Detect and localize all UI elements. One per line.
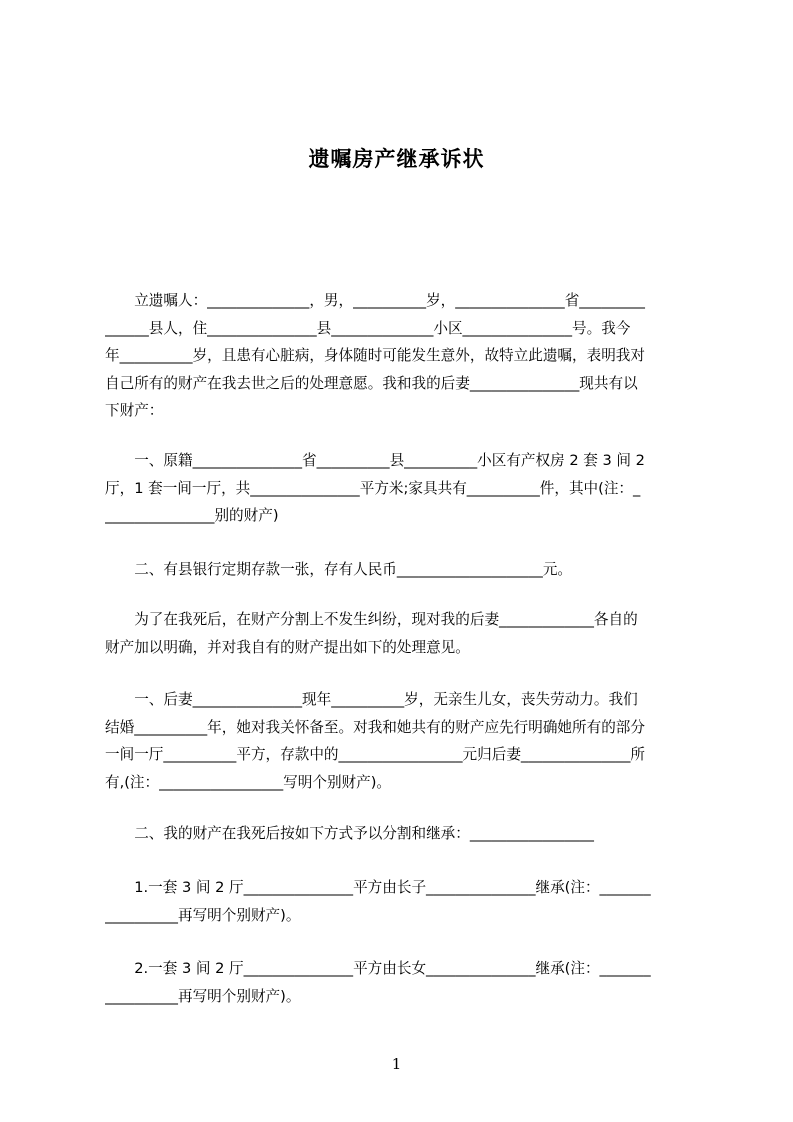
- paragraph-inheritance-item-2: [105, 955, 705, 1010]
- text-line: __________再写明个别财产)。: [105, 906, 301, 924]
- text-line: 一间一厅__________平方，存款中的_________________元归后妻_______________所: [105, 746, 645, 763]
- text-line: 为了在我死后，在财产分割上不发生纠纷，现对我的后妻_____________各自的: [105, 611, 638, 628]
- text-line: 结婚__________年，她对我关怀备至。对我和她共有的财产应先行明确她所有的部分: [105, 718, 645, 736]
- text-line: 年__________岁，且患有心脏病，身体随时可能发生意外，故特立此遗嘱，表明我对: [105, 347, 645, 364]
- paragraph-inheritance-item-1: [105, 874, 705, 929]
- text-line: 有,(注：_________________写明个别财产)。: [105, 773, 392, 791]
- paragraph-inheritance-intro: [105, 820, 705, 848]
- text-line: 一、后妻_______________现年__________岁，无亲生儿女，丧失劳动力。我们: [105, 691, 638, 708]
- page-number: 1: [391, 1055, 402, 1073]
- text-line: _______________别的财产): [105, 507, 279, 524]
- text-line: 财产加以明确，并对我自有的财产提出如下的处理意见。: [105, 638, 470, 656]
- text-line: ______县人，住_______________县______________小区_______________号。我今: [105, 319, 631, 337]
- paragraph-wife-share: [105, 686, 705, 796]
- paragraph-testator-info: [105, 287, 705, 425]
- paragraph-property-2: [105, 556, 705, 584]
- paragraph-purpose: [105, 606, 705, 661]
- document-title: 遗嘱房产继承诉状: [308, 146, 485, 171]
- text-line: 2.一套 3 间 2 厅_______________平方由长女_______________继承(注：_______: [105, 960, 651, 977]
- text-line: 厅，1 套一间一厅，共_______________平方米;家具共有__________件，其中(注：_: [105, 479, 641, 497]
- text-line: 一、原籍_______________省__________县__________小区有产权房 2 套 3 间 2: [105, 452, 645, 469]
- text-line: 下财产：: [105, 402, 164, 419]
- text-line: 1.一套 3 间 2 厅_______________平方由长子_______________继承(注：_______: [105, 879, 651, 896]
- text-line: 自己所有的财产在我去世之后的处理意愿。我和我的后妻_______________现共有以: [105, 374, 638, 392]
- text-line: 二、我的财产在我死后按如下方式予以分割和继承：_________________: [105, 825, 594, 842]
- paragraph-property-1: [105, 447, 705, 530]
- text-line: __________再写明个别财产)。: [105, 987, 301, 1005]
- text-line: 二、有县银行定期存款一张，存有人民币____________________元。: [105, 561, 573, 578]
- text-line: 立遗嘱人：______________，男，__________岁，_______________省_________: [105, 292, 645, 309]
